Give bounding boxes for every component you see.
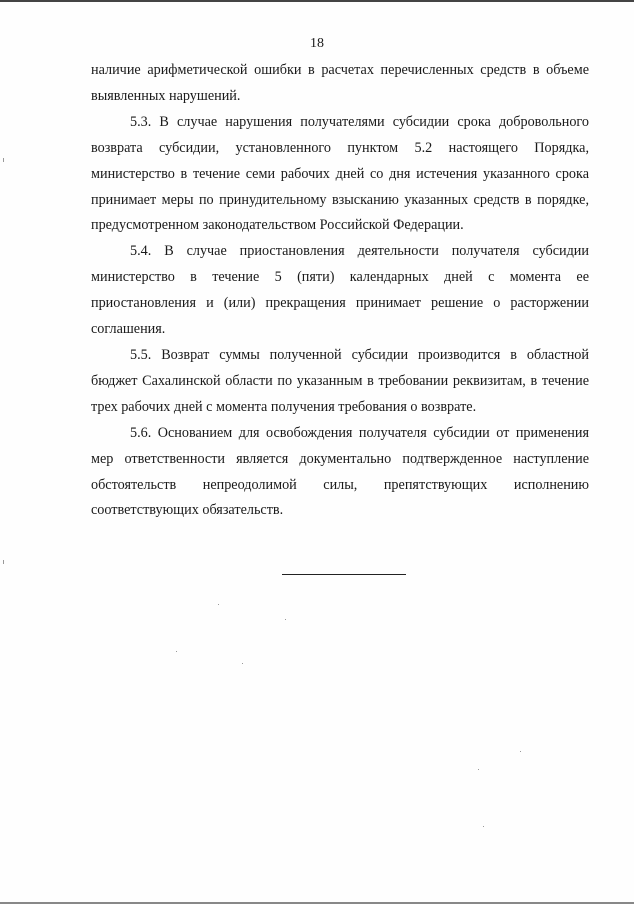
scan-speck bbox=[3, 560, 4, 564]
scan-speck bbox=[483, 826, 484, 827]
end-of-text-divider bbox=[282, 574, 406, 575]
scan-speck bbox=[242, 663, 243, 664]
scan-top-edge bbox=[0, 0, 634, 2]
paragraph-5-5: 5.5. Возврат суммы полученной субсидии производится в областной бюджет Сахалинской области по указанным в требовании реквизитам, в течение трех рабочих дней с момента получения требования о возврате. bbox=[91, 346, 589, 415]
paragraph-continuation: наличие арифметической ошибки в расчетах перечисленных средств в объеме выявленных нарушений. bbox=[91, 62, 589, 104]
paragraph-5-3: 5.3. В случае нарушения получателями субсидии срока добровольного возврата субсидии, установленного пунктом 5.2 настоящего Порядка, министерство в течение семи рабочих дней со дня истечения указанного срока принимает меры по принудительному взысканию указанных средств в порядке, предусмотренном законодательством Российской Федерации. bbox=[91, 113, 589, 234]
scan-speck bbox=[520, 751, 521, 752]
scan-speck bbox=[176, 651, 177, 652]
scan-speck bbox=[3, 158, 4, 162]
document-body bbox=[91, 58, 589, 524]
scan-speck bbox=[218, 604, 219, 605]
paragraph-5-4: 5.4. В случае приостановления деятельности получателя субсидии министерство в течение 5 (пяти) календарных дней с момента ее приостановления и (или) прекращения принимает решение о расторжении соглашения. bbox=[91, 243, 589, 338]
scan-speck bbox=[285, 619, 286, 620]
scan-speck bbox=[478, 769, 479, 770]
page-number: 18 bbox=[310, 36, 324, 51]
paragraph-5-6: 5.6. Основанием для освобождения получателя субсидии от применения мер ответственности является документально подтвержденное наступление обстоятельств непреодолимой силы, препятствующих исполнению соответствующих обязательств. bbox=[91, 424, 589, 519]
